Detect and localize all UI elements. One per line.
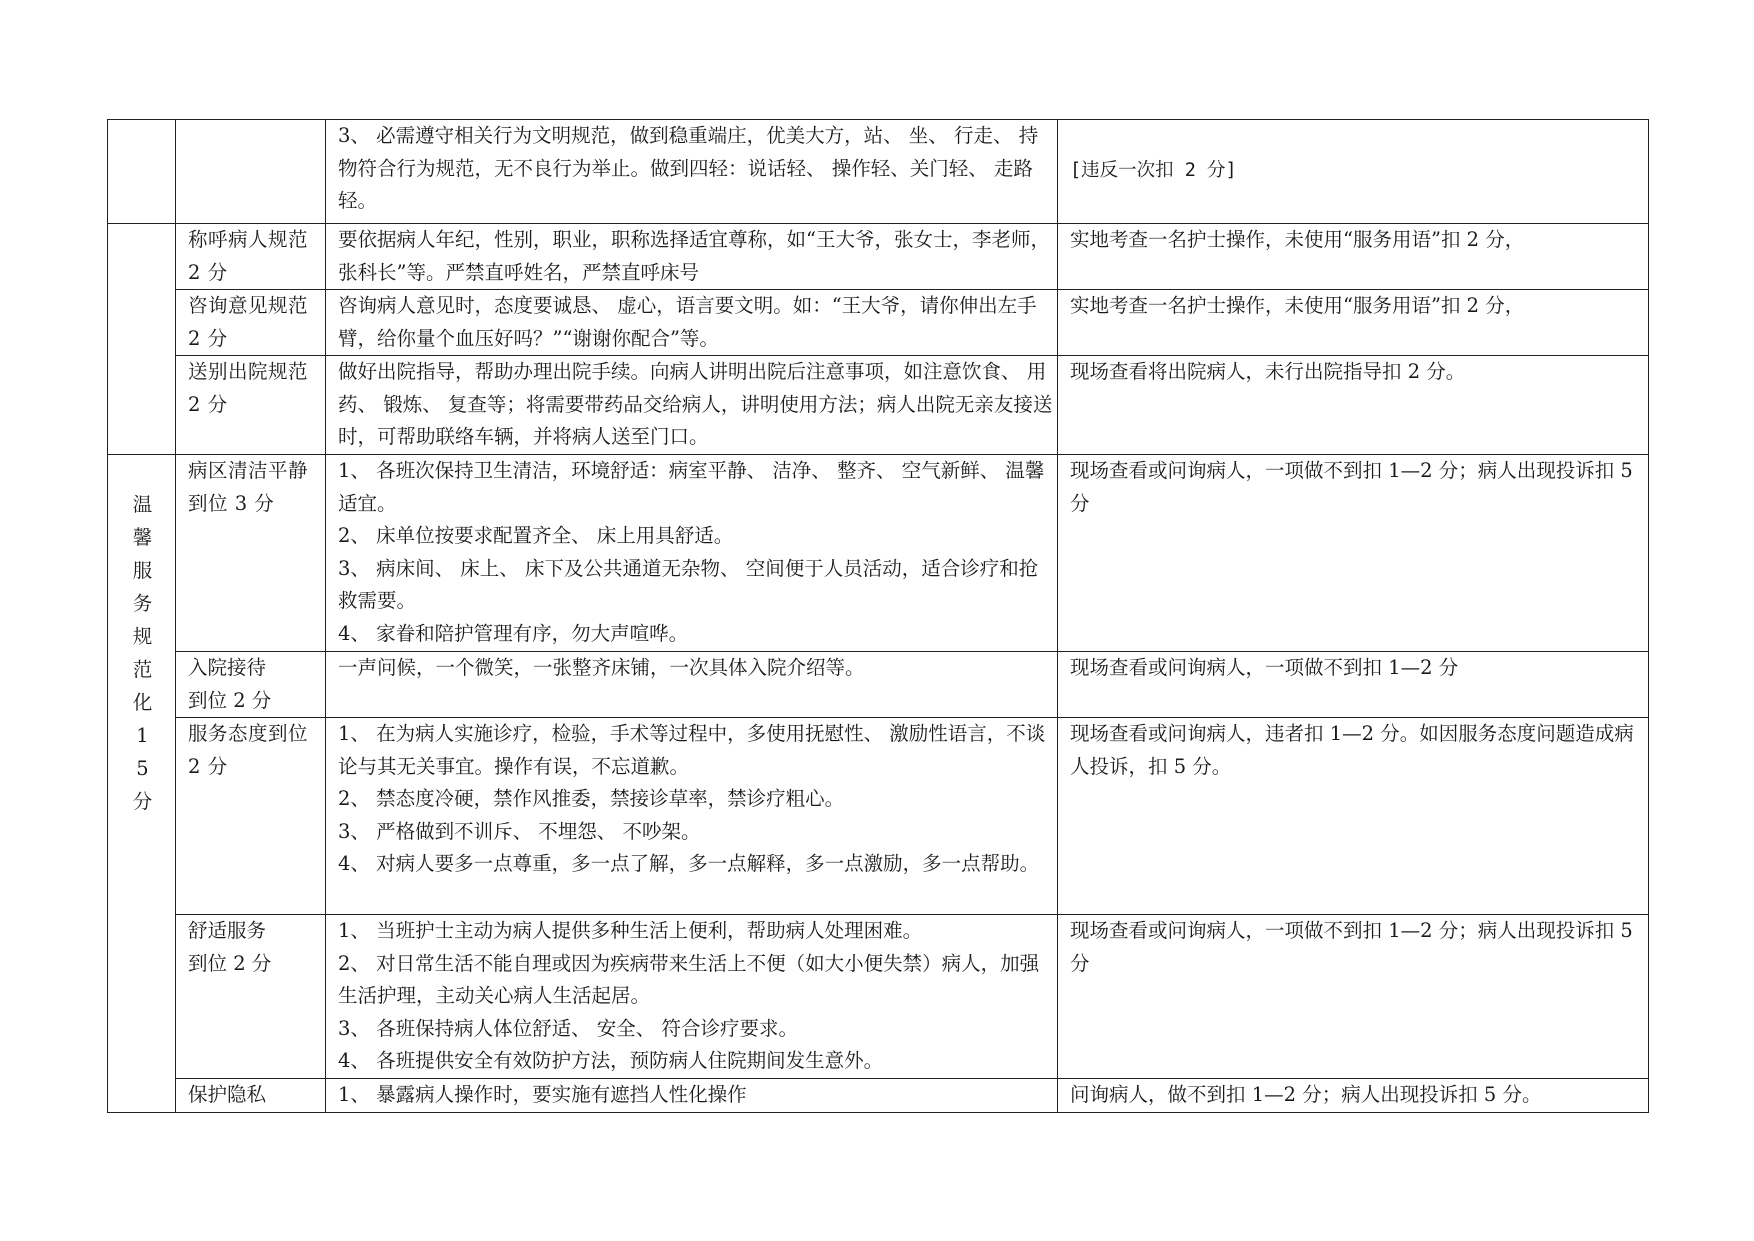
requirement-cell: 1、 暴露病人操作时，要实施有遮挡人性化操作 <box>326 1079 1058 1113</box>
item-cell: 舒适服务 到位 2 分 <box>176 915 326 1079</box>
item-cell: 保护隐私 <box>176 1079 326 1113</box>
table-row <box>108 356 1649 455</box>
scoring-cell: 现场查看或问询病人，一项做不到扣 1—2 分；病人出现投诉扣 5 分 <box>1058 455 1649 652</box>
category-cell <box>108 120 176 224</box>
scoring-cell: 现场查看或问询病人，违者扣 1—2 分。如因服务态度问题造成病人投诉，扣 5 分。 <box>1058 718 1649 915</box>
scoring-cell: 现场查看或问询病人，一项做不到扣 1—2 分；病人出现投诉扣 5 分 <box>1058 915 1649 1079</box>
table-row <box>108 224 1649 290</box>
category-cell <box>108 290 176 356</box>
table-row <box>108 718 1649 915</box>
table-row <box>108 455 1649 652</box>
scoring-cell: 实地考查一名护士操作，未使用“服务用语”扣 2 分， <box>1058 224 1649 290</box>
item-cell: 称呼病人规范 2 分 <box>176 224 326 290</box>
scoring-cell: 实地考查一名护士操作，未使用“服务用语”扣 2 分， <box>1058 290 1649 356</box>
item-cell: 咨询意见规范 2 分 <box>176 290 326 356</box>
item-cell <box>176 120 326 224</box>
item-cell: 入院接待 到位 2 分 <box>176 652 326 718</box>
item-cell: 送别出院规范 2 分 <box>176 356 326 455</box>
item-cell: 服务态度到位 2 分 <box>176 718 326 915</box>
scoring-text: [违反一次扣 2 分] <box>1070 160 1237 182</box>
requirement-cell: 1、 当班护士主动为病人提供多种生活上便利，帮助病人处理困难。 2、 对日常生活不能自理或因为疾病带来生活上不便（如大小便失禁）病人，加强生活护理，主动关心病人生活起居。 3、 各班保持病人体位舒适、 安全、 符合诊疗要求。 4、 各班提供安全有效防护方法，预防病人住院期间发生意外。 <box>326 915 1058 1079</box>
requirement-cell: 3、 必需遵守相关行为文明规范，做到稳重端庄，优美大方，站、 坐、 行走、 持物符合行为规范，无不良行为举止。做到四轻：说话轻、 操作轻、关门轻、 走路轻。 <box>326 120 1058 224</box>
requirement-cell: 要依据病人年纪，性别，职业，职称选择适宜尊称，如“王大爷，张女士，李老师，张科长”等。严禁直呼姓名，严禁直呼床号 <box>326 224 1058 290</box>
category-cell <box>108 224 176 290</box>
requirement-cell: 一声问候，一个微笑，一张整齐床铺，一次具体入院介绍等。 <box>326 652 1058 718</box>
table-row <box>108 1079 1649 1113</box>
table-row <box>108 290 1649 356</box>
requirement-cell: 1、 各班次保持卫生清洁，环境舒适：病室平静、 洁净、 整齐、 空气新鲜、 温馨适宜。 2、 床单位按要求配置齐全、 床上用具舒适。 3、 病床间、 床上、 床下及公共通道无杂物、 空间便于人员活动，适合诊疗和抢救需要。 4、 家眷和陪护管理有序，勿大声喧哗。 <box>326 455 1058 652</box>
scoring-cell: 问询病人，做不到扣 1—2 分；病人出现投诉扣 5 分。 <box>1058 1079 1649 1113</box>
category-cell <box>108 356 176 455</box>
category-label: 温馨服务规范化15分 <box>132 493 153 813</box>
requirement-cell: 1、 在为病人实施诊疗，检验，手术等过程中，多使用抚慰性、 激励性语言，不谈论与其无关事宜。操作有误，不忘道歉。 2、 禁态度冷硬，禁作风推委，禁接诊草率，禁诊疗粗心。 3、 严格做到不训斥、 不埋怨、 不吵架。 4、 对病人要多一点尊重，多一点了解，多一点解释，多一点激励，多一点帮助。 <box>326 718 1058 915</box>
scoring-cell: 现场查看或问询病人，一项做不到扣 1—2 分 <box>1058 652 1649 718</box>
scoring-cell: 现场查看将出院病人，未行出院指导扣 2 分。 <box>1058 356 1649 455</box>
requirement-cell: 咨询病人意见时，态度要诚恳、 虚心，语言要文明。如：“王大爷，请你伸出左手臂，给你量个血压好吗？”“谢谢你配合”等。 <box>326 290 1058 356</box>
requirement-cell: 做好出院指导，帮助办理出院手续。向病人讲明出院后注意事项，如注意饮食、 用药、 锻炼、 复查等；将需要带药品交给病人，讲明使用方法；病人出院无亲友接送时，可帮助联络车辆，并将病人送至门口。 <box>326 356 1058 455</box>
scoring-cell <box>1058 120 1649 224</box>
table-row <box>108 915 1649 1079</box>
table-row <box>108 652 1649 718</box>
table-row <box>108 120 1649 224</box>
item-cell: 病区清洁平静到位 3 分 <box>176 455 326 652</box>
assessment-table <box>107 119 1649 1113</box>
category-cell <box>108 455 176 1113</box>
